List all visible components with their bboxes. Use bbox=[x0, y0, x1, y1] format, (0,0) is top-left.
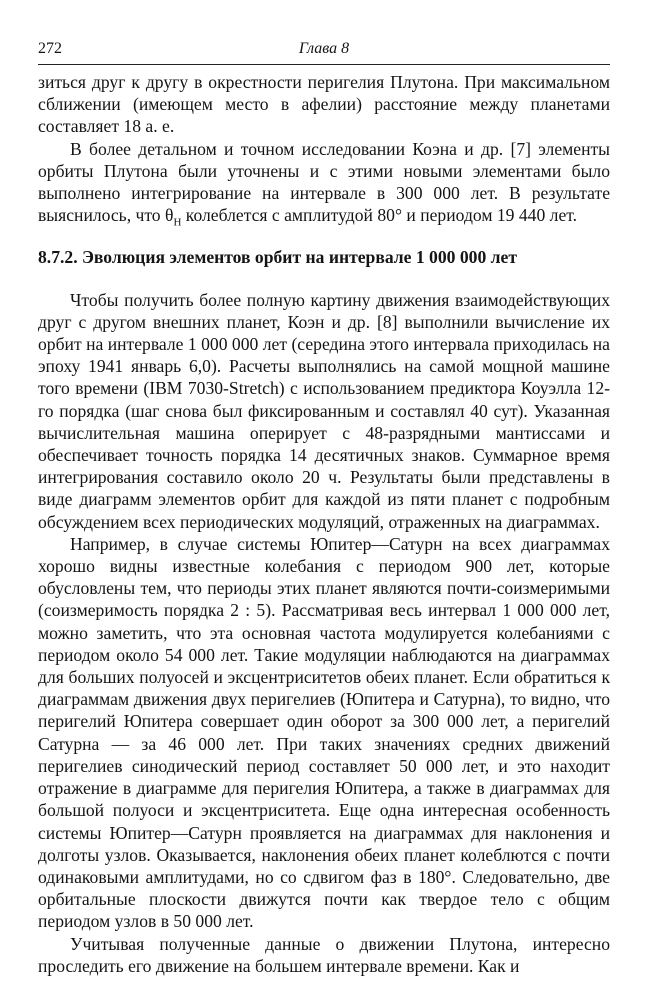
paragraph: Чтобы получить более полную картину движения взаимодействующих друг с другом внешних планет, Коэн и др. [8] выполнили вычисление их орбит на интервале 1 000 000 лет (середина этого интервала приходилась на эпоху 1941 январь 6,0). Расчеты выполнялись на самой мощной машине того времени (IBM 7030-Stretch) с использованием предиктора Коуэлла 12-го порядка (шаг снова был фиксированным и составлял 40 сут). Указанная вычислительная машина оперирует с 48-разрядными мантиссами и обеспечивает точность порядка 14 десятичных знаков. Суммарное время интегрирования составило около 20 ч. Результаты были представлены в виде диаграмм элементов орбит для каждой из пяти планет с подробным обсуждением всех периодических модуляций, отраженных на диаграммах. bbox=[38, 289, 610, 532]
theta-subscript: H bbox=[173, 216, 182, 229]
chapter-title: Глава 8 bbox=[298, 40, 350, 57]
running-head bbox=[38, 38, 610, 60]
paragraph-text: В более детальном и точном исследовании Коэна и др. [7] элементы орбиты Плутона были уточнены и с этими новыми элементами было выполнено интегрирование на интервале в 300 000 лет. В результате выяснилось, что θ bbox=[38, 138, 610, 226]
page-number: 272 bbox=[38, 40, 62, 57]
paragraph-continued: зиться друг к другу в окрестности перигелия Плутона. При максимальном сближении (имеющем место в афелии) расстояние между планетами составляет 18 а. е. bbox=[38, 72, 610, 137]
header-rule bbox=[38, 64, 610, 65]
paragraph: Учитывая полученные данные о движении Плутона, интересно проследить его движение на большем интервале времени. Как и bbox=[38, 933, 610, 976]
paragraph-text-end: колеблется с амплитудой 80° и периодом 19 440 лет. bbox=[181, 205, 578, 226]
section-heading: 8.7.2. Эволюция элементов орбит на интервале 1 000 000 лет bbox=[38, 247, 517, 268]
paragraph: Например, в случае системы Юпитер—Сатурн на всех диаграммах хорошо видны известные колебания с периодом 900 лет, которые обусловлены тем, что периоды этих планет являются почти-соизмеримыми (соизмеримость порядка 2 : 5). Рассматривая весь интервал 1 000 000 лет, можно заметить, что эта основная частота модулируется колебаниями с периодом около 54 000 лет. Такие модуляции наблюдаются на диаграммах для больших полуосей и эксцентриситетов обеих планет. Если обратиться к диаграммам движения двух перигелиев (Юпитера и Сатурна), то видно, что перигелий Юпитера совершает один оборот за 300 000 лет, а перигелий Сатурна — за 46 000 лет. При таких значениях средних движений перигелиев синодический период составляет 50 000 лет, и это находит отражение в диаграмме для перигелия Юпитера, а также в диаграммах для большой полуоси и эксцентриситета. Еще одна интересная особенность системы Юпитер—Сатурн проявляется на диаграммах для наклонения и долготы узлов. Оказывается, наклонения обеих планет колеблются с почти одинаковыми амплитудами, но со сдвигом фаз в 180°. Следовательно, две орбитальные плоскости движутся почти как твердое тело с общим периодом узлов в 50 000 лет. bbox=[38, 533, 610, 932]
paragraph-cohen-study bbox=[38, 138, 610, 227]
